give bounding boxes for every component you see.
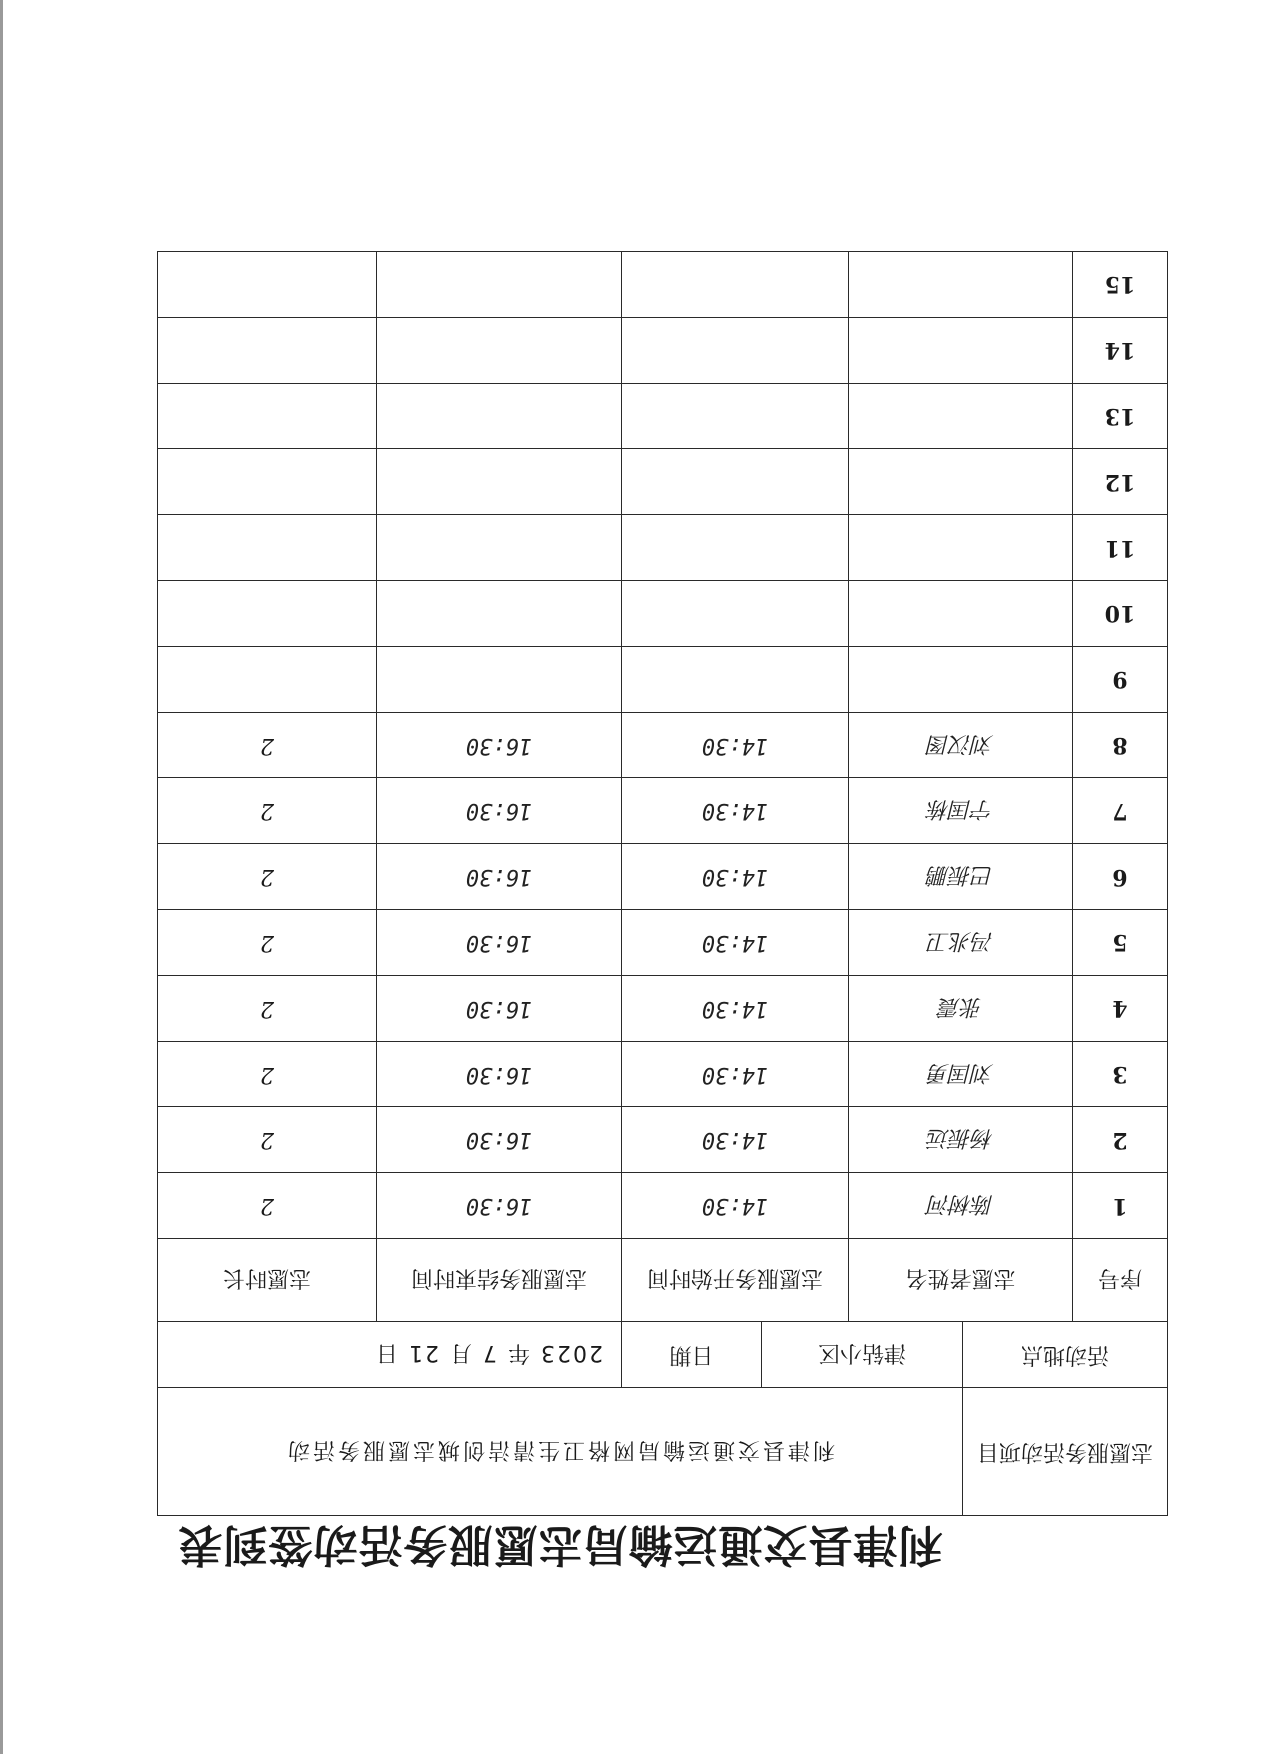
duration-hours: 2: [157, 778, 376, 844]
table-row: [157, 844, 1167, 910]
location-value: 津钻小区: [761, 1322, 962, 1388]
column-header-row: [157, 1239, 1167, 1322]
location-label: 活动地点: [962, 1322, 1167, 1388]
volunteer-name: [848, 515, 1072, 581]
duration-hours: 2: [157, 1107, 376, 1173]
volunteer-name: 张震: [848, 975, 1072, 1041]
end-time: [376, 383, 621, 449]
volunteer-name: [848, 449, 1072, 515]
table-row: [157, 383, 1167, 449]
start-time: 14:30: [621, 910, 848, 976]
end-time: 16:30: [376, 778, 621, 844]
table-row: [157, 515, 1167, 581]
row-number: 11: [1073, 515, 1168, 581]
end-time: 16:30: [376, 1041, 621, 1107]
row-number: 7: [1073, 778, 1168, 844]
end-time: 16:30: [376, 1107, 621, 1173]
table-row: [157, 712, 1167, 778]
start-time: [621, 317, 848, 383]
start-time: [621, 646, 848, 712]
duration-hours: [157, 449, 376, 515]
duration-hours: [157, 317, 376, 383]
date-label: 日期: [621, 1322, 761, 1388]
table-row: [157, 975, 1167, 1041]
row-number: 4: [1073, 975, 1168, 1041]
start-time: [621, 383, 848, 449]
start-time: [621, 449, 848, 515]
row-number: 14: [1073, 317, 1168, 383]
row-number: 8: [1073, 712, 1168, 778]
volunteer-name: 刘汉图: [848, 712, 1072, 778]
end-time: 16:30: [376, 1173, 621, 1239]
volunteer-name: [848, 646, 1072, 712]
start-time: [621, 581, 848, 647]
end-time: [376, 317, 621, 383]
row-number: 13: [1073, 383, 1168, 449]
volunteer-name: 巴振鹏: [848, 844, 1072, 910]
col-header-end: 志愿服务结束时间: [376, 1239, 621, 1322]
end-time: 16:30: [376, 975, 621, 1041]
start-time: [621, 515, 848, 581]
duration-hours: 2: [157, 910, 376, 976]
volunteer-name: 冯兆卫: [848, 910, 1072, 976]
start-time: 14:30: [621, 1173, 848, 1239]
end-time: [376, 515, 621, 581]
table-row: [157, 581, 1167, 647]
duration-hours: [157, 252, 376, 318]
end-time: [376, 581, 621, 647]
row-number: 3: [1073, 1041, 1168, 1107]
table-row: [157, 252, 1167, 318]
start-time: 14:30: [621, 778, 848, 844]
volunteer-name: 杨振远: [848, 1107, 1072, 1173]
volunteer-name: 宁国栋: [848, 778, 1072, 844]
duration-hours: 2: [157, 844, 376, 910]
signin-table: [157, 251, 1168, 1516]
duration-hours: [157, 646, 376, 712]
duration-hours: 2: [157, 712, 376, 778]
volunteer-name: 刘国勇: [848, 1041, 1072, 1107]
table-row: [157, 1173, 1167, 1239]
sheet-title: 利津县交通运输局志愿服务活动签到表: [177, 1519, 943, 1570]
table-row: [157, 778, 1167, 844]
location-date-row: [157, 1322, 1167, 1388]
project-row: [157, 1388, 1167, 1516]
duration-hours: [157, 383, 376, 449]
col-header-no: 序号: [1073, 1239, 1168, 1322]
row-number: 15: [1073, 252, 1168, 318]
col-header-start: 志愿服务开始时间: [621, 1239, 848, 1322]
volunteer-name: 陈树河: [848, 1173, 1072, 1239]
row-number: 12: [1073, 449, 1168, 515]
table-row: [157, 910, 1167, 976]
table-row: [157, 646, 1167, 712]
row-number: 10: [1073, 581, 1168, 647]
end-time: 16:30: [376, 844, 621, 910]
table-row: [157, 317, 1167, 383]
row-number: 9: [1073, 646, 1168, 712]
end-time: [376, 646, 621, 712]
table-row: [157, 1107, 1167, 1173]
activity-name: 利津县交通运输局网格卫生清洁创城志愿服务活动: [157, 1388, 962, 1516]
start-time: 14:30: [621, 1107, 848, 1173]
start-time: 14:30: [621, 844, 848, 910]
end-time: [376, 252, 621, 318]
row-number: 5: [1073, 910, 1168, 976]
duration-hours: 2: [157, 1041, 376, 1107]
col-header-hours: 志愿时长: [157, 1239, 376, 1322]
row-number: 6: [1073, 844, 1168, 910]
project-label: 志愿服务活动项目: [962, 1388, 1167, 1516]
table-row: [157, 449, 1167, 515]
date-value: 2023 年 7 月 21 日: [157, 1322, 621, 1388]
start-time: 14:30: [621, 712, 848, 778]
duration-hours: 2: [157, 975, 376, 1041]
row-number: 2: [1073, 1107, 1168, 1173]
duration-hours: 2: [157, 1173, 376, 1239]
row-number: 1: [1073, 1173, 1168, 1239]
start-time: [621, 252, 848, 318]
volunteer-name: [848, 317, 1072, 383]
end-time: 16:30: [376, 712, 621, 778]
volunteer-name: [848, 252, 1072, 318]
table-row: [157, 1041, 1167, 1107]
volunteer-name: [848, 581, 1072, 647]
duration-hours: [157, 581, 376, 647]
end-time: 16:30: [376, 910, 621, 976]
start-time: 14:30: [621, 1041, 848, 1107]
duration-hours: [157, 515, 376, 581]
col-header-name: 志愿者姓名: [848, 1239, 1072, 1322]
start-time: 14:30: [621, 975, 848, 1041]
volunteer-name: [848, 383, 1072, 449]
end-time: [376, 449, 621, 515]
